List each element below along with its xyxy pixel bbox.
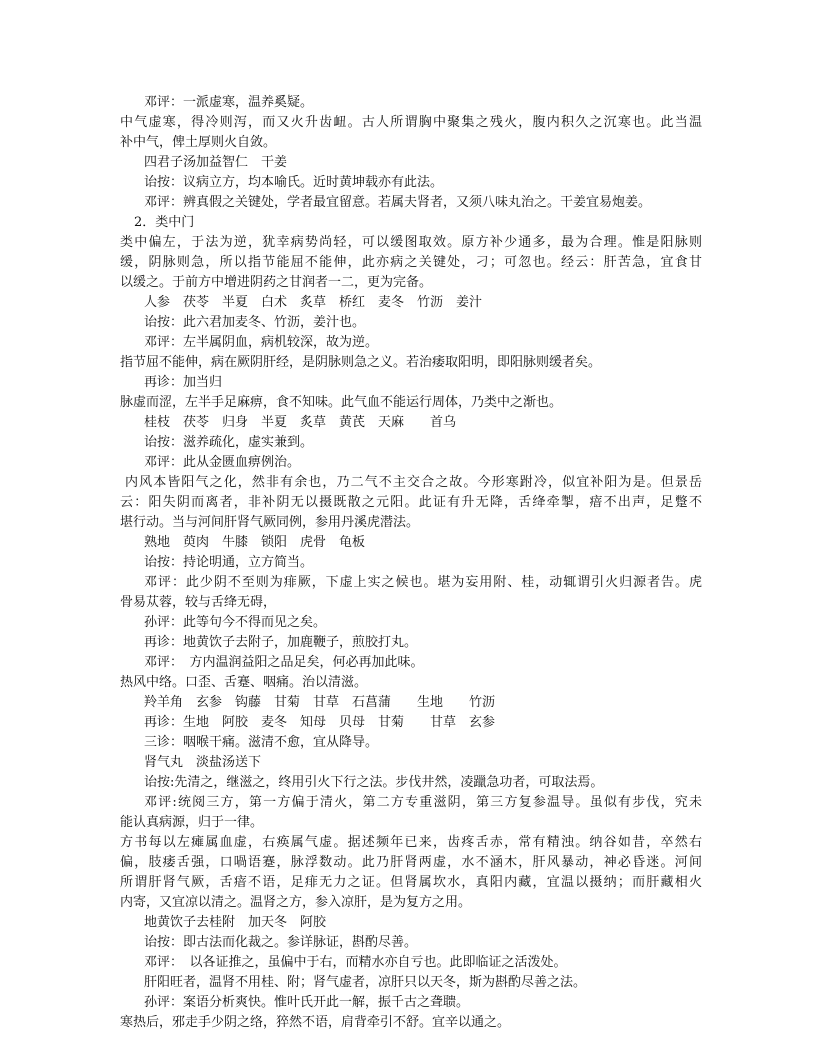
- text-line: 以缓之。于前方中增进阴药之甘润者一二，更为完备。: [120, 275, 433, 290]
- text-line: 方书每以左瘫属血虚，右痪属气虚。据述频年已来，齿疼舌赤，常有精浊。纳谷如昔，卒然右: [120, 835, 702, 850]
- text-line: 诒按：持论明通，立方简当。: [144, 555, 314, 570]
- text-line: 补中气，俾土厚则火自敛。: [120, 135, 277, 150]
- prescription-line: 肾气丸 淡盐汤送下: [144, 755, 262, 770]
- text-line: 中气虚寒，得冷则泻，而又火升齿衄。古人所谓胸中聚集之残火，腹内积久之沉寒也。此当温: [120, 115, 702, 130]
- text-line: 再诊：加当归: [144, 375, 223, 390]
- text-line: 所谓肝肾气厥，舌瘖不语，足痱无力之证。但肾属坎水，真阳内藏，宜温以摄纳；而肝藏相火: [120, 875, 702, 890]
- text-line: 三诊：咽喉干痛。滋清不愈，宜从降导。: [144, 735, 379, 750]
- text-line: 内风本皆阳气之化，然非有余也，乃二气不主交合之故。今形寒跗冷，似宜补阳为是。但景岳: [125, 475, 702, 490]
- text-line: 诒按：即古法而化裁之。参详脉证，斟酌尽善。: [144, 935, 418, 950]
- text-line: 邓评:统阅三方，第一方偏于清火，第二方专重滋阴，第三方复参温导。虽似有步伐，究未: [144, 795, 702, 810]
- text-line: 四君子汤加益智仁 干姜: [144, 155, 288, 170]
- section-heading: 2．类中门: [134, 215, 195, 230]
- text-line: 热风中络。口歪、舌蹇、咽痛。治以清滋。: [120, 675, 368, 690]
- text-line: 脉虚而涩，左半手足麻痹，食不知味。此气血不能运行周体，乃类中之渐也。: [120, 395, 563, 410]
- text-line: 再诊：地黄饮子去附子，加鹿鞭子，煎胶打丸。: [144, 635, 418, 650]
- text-line: 肝阳旺者，温肾不用桂、附；肾气虚者，凉肝只以天冬，斯为斟酌尽善之法。: [144, 975, 587, 990]
- text-line: 邓评：左半属阴血，病机较深，故为逆。: [144, 335, 379, 350]
- text-line: 能认真病源，归于一律。: [120, 815, 264, 830]
- text-line: 偏，肢痿舌强，口喎语蹇，脉浮数动。此乃肝肾两虚，水不涵木，肝风暴动，神必昏迷。河间: [120, 855, 702, 870]
- text-line: 云：阳失阴而离者，非补阴无以摄既散之元阳。此证有升无降，舌绛牵掣，瘖不出声，足蹩不: [120, 495, 702, 510]
- prescription-line: 羚羊角 玄参 钩藤 甘菊 甘草 石菖蒲 生地 竹沥: [144, 695, 496, 710]
- text-line: 寒热后，邪走手少阴之络，猝然不语，肩背牵引不舒。宜辛以通之。: [120, 1015, 511, 1030]
- text-line: 诒按：此六君加麦冬、竹沥，姜汁也。: [144, 315, 366, 330]
- prescription-line: 地黄饮子去桂附 加天冬 阿胶: [144, 915, 327, 930]
- text-line: 堪行动。当与河间肝肾气厥同例，参用丹溪虎潜法。: [120, 515, 420, 530]
- text-line: 邓评：此少阴不至则为痱厥，下虚上实之候也。堪为妄用附、桂，动辄谓引火归源者告。虎: [144, 575, 702, 590]
- prescription-line: 再诊：生地 阿胶 麦冬 知母 贝母 甘菊 甘草 玄参: [144, 715, 496, 730]
- text-line: 孙评：此等句今不得而见之矣。: [144, 615, 327, 630]
- text-line: 骨易苁蓉，较与舌绛无碍，: [120, 595, 277, 610]
- text-line: 缓，阴脉则急，所以指节能屈不能伸，此亦病之关键处，刁；可忽也。经云：肝苦急，宜食甘: [120, 255, 702, 270]
- text-line: 指节屈不能伸，病在厥阴肝经，是阴脉则急之义。若治痿取阳明，即阳脉则缓者矣。: [120, 355, 602, 370]
- prescription-line: 人参 茯苓 半夏 白术 炙草 桥红 麦冬 竹沥 姜汁: [144, 295, 483, 310]
- text-line: 邓评： 以各证推之，虽偏中于右，而精水亦自亏也。此即临证之活泼处。: [144, 955, 567, 970]
- text-line: 类中偏左，于法为逆，犹幸病势尚轻，可以缓图取效。原方补少通多，最为合理。惟是阳脉则: [120, 235, 702, 250]
- text-line: 诒按:先清之，继滋之，终用引火下行之法。步伐井然，凌躐急功者，可取法焉。: [144, 775, 604, 790]
- text-line: 邓评：辨真假之关键处，学者最宜留意。若属夫肾者，又须八味丸治之。干姜宜易炮姜。: [144, 195, 652, 210]
- text-line: 诒按：议病立方，均本喻氏。近时黄坤载亦有此法。: [144, 175, 444, 190]
- text-line: 诒按：滋养疏化，虚实兼到。: [144, 435, 314, 450]
- prescription-line: 熟地 萸肉 牛膝 锁阳 虎骨 龟板: [144, 535, 366, 550]
- text-line: 内寄，又宜凉以清之。温肾之方，参入凉肝，是为复方之用。: [120, 895, 472, 910]
- prescription-line: 桂枝 茯苓 归身 半夏 炙草 黄芪 天麻 首乌: [144, 415, 457, 430]
- text-line: 邓评： 方内温润益阳之品足矣，何必再加此味。: [144, 655, 424, 670]
- text-line: 孙评：案语分析爽快。惟叶氏开此一解，振千古之聋聩。: [144, 995, 470, 1010]
- text-line: 邓评：此从金匮血痹例治。: [144, 455, 301, 470]
- text-line: 邓评：一派虚寒，温养奚疑。: [144, 95, 314, 110]
